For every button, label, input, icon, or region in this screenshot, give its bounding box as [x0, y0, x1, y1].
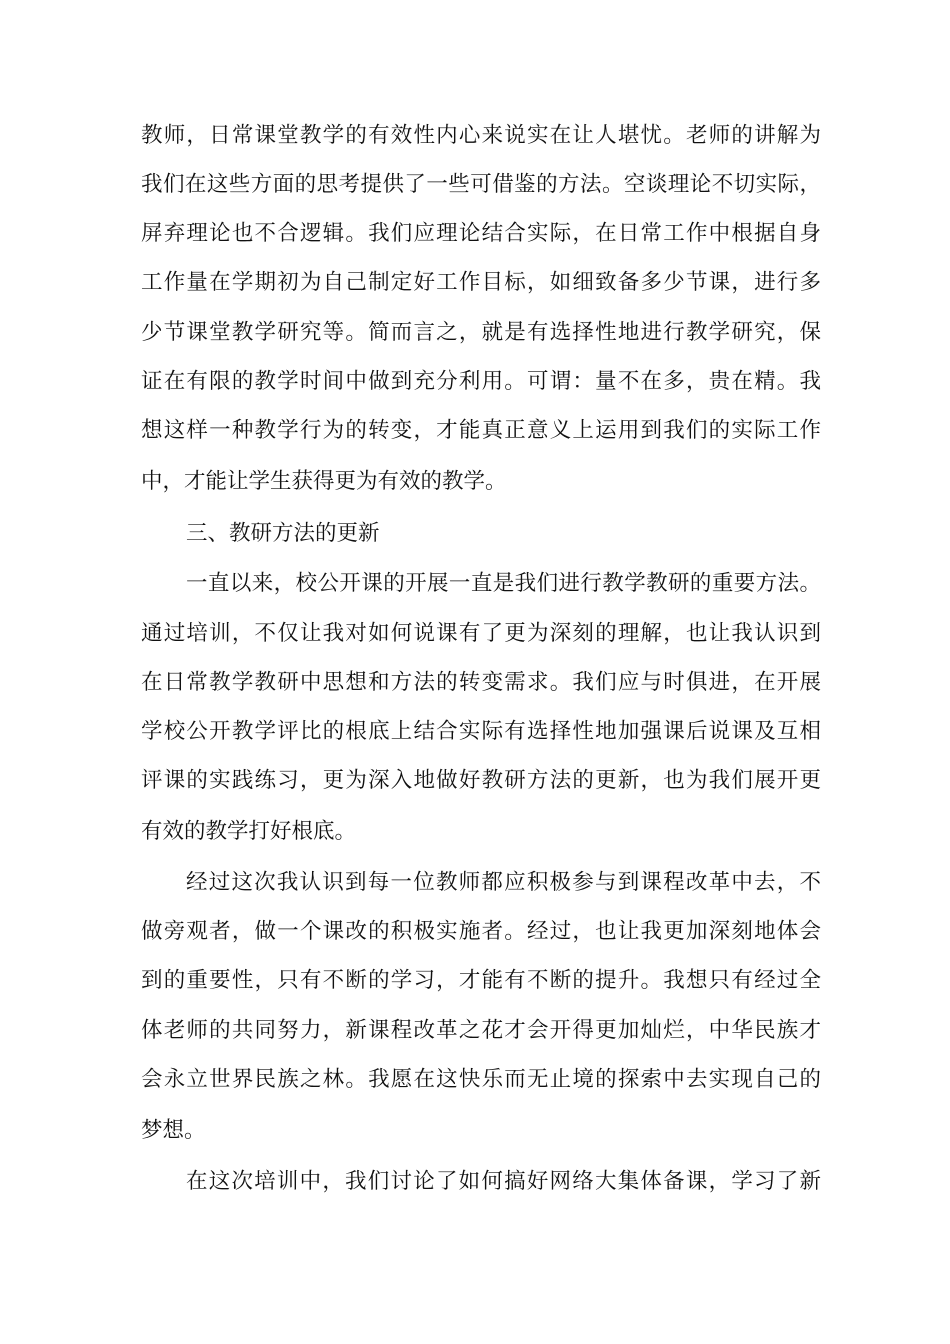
- paragraph-line: 在日常教学教研中思想和方法的转变需求。我们应与时俱进，在开展: [141, 670, 821, 695]
- paragraph-line: 经过这次我认识到每一位教师都应积极参与到课程改革中去，不: [186, 870, 821, 895]
- section-heading: 三、教研方法的更新: [186, 521, 380, 546]
- paragraph-line: 有效的教学打好根底。: [141, 819, 357, 844]
- paragraph-line: 评课的实践练习，更为深入地做好教研方法的更新，也为我们展开更: [141, 768, 821, 793]
- paragraph-line: 少节课堂教学研究等。简而言之，就是有选择性地进行教学研究，保: [141, 320, 821, 345]
- paragraph-line: 学校公开教学评比的根底上结合实际有选择性地加强课后说课及互相: [141, 719, 821, 744]
- paragraph-line: 我们在这些方面的思考提供了一些可借鉴的方法。空谈理论不切实际，: [141, 172, 821, 197]
- paragraph-line: 屏弃理论也不合逻辑。我们应理论结合实际，在日常工作中根据自身: [141, 221, 821, 246]
- paragraph-line: 教师，日常课堂教学的有效性内心来说实在让人堪忧。老师的讲解为: [141, 123, 821, 148]
- paragraph-line: 梦想。: [141, 1118, 206, 1143]
- paragraph-line: 一直以来，校公开课的开展一直是我们进行教学教研的重要方法。: [186, 571, 821, 596]
- paragraph-line: 体老师的共同努力，新课程改革之花才会开得更加灿烂，中华民族才: [141, 1018, 821, 1043]
- paragraph-line: 工作量在学期初为自己制定好工作目标，如细致备多少节课，进行多: [141, 270, 821, 295]
- paragraph-line: 证在有限的教学时间中做到充分利用。可谓：量不在多，贵在精。我: [141, 369, 821, 394]
- paragraph-line: 在这次培训中，我们讨论了如何搞好网络大集体备课，学习了新: [186, 1169, 821, 1194]
- paragraph-line: 中，才能让学生获得更为有效的教学。: [141, 469, 507, 494]
- paragraph-line: 到的重要性，只有不断的学习，才能有不断的提升。我想只有经过全: [141, 968, 821, 993]
- paragraph-line: 做旁观者，做一个课改的积极实施者。经过，也让我更加深刻地体会: [141, 919, 821, 944]
- paragraph-line: 通过培训，不仅让我对如何说课有了更为深刻的理解，也让我认识到: [141, 621, 821, 646]
- paragraph-line: 会永立世界民族之林。我愿在这快乐而无止境的探索中去实现自己的: [141, 1067, 821, 1092]
- paragraph-line: 想这样一种教学行为的转变，才能真正意义上运用到我们的实际工作: [141, 418, 821, 443]
